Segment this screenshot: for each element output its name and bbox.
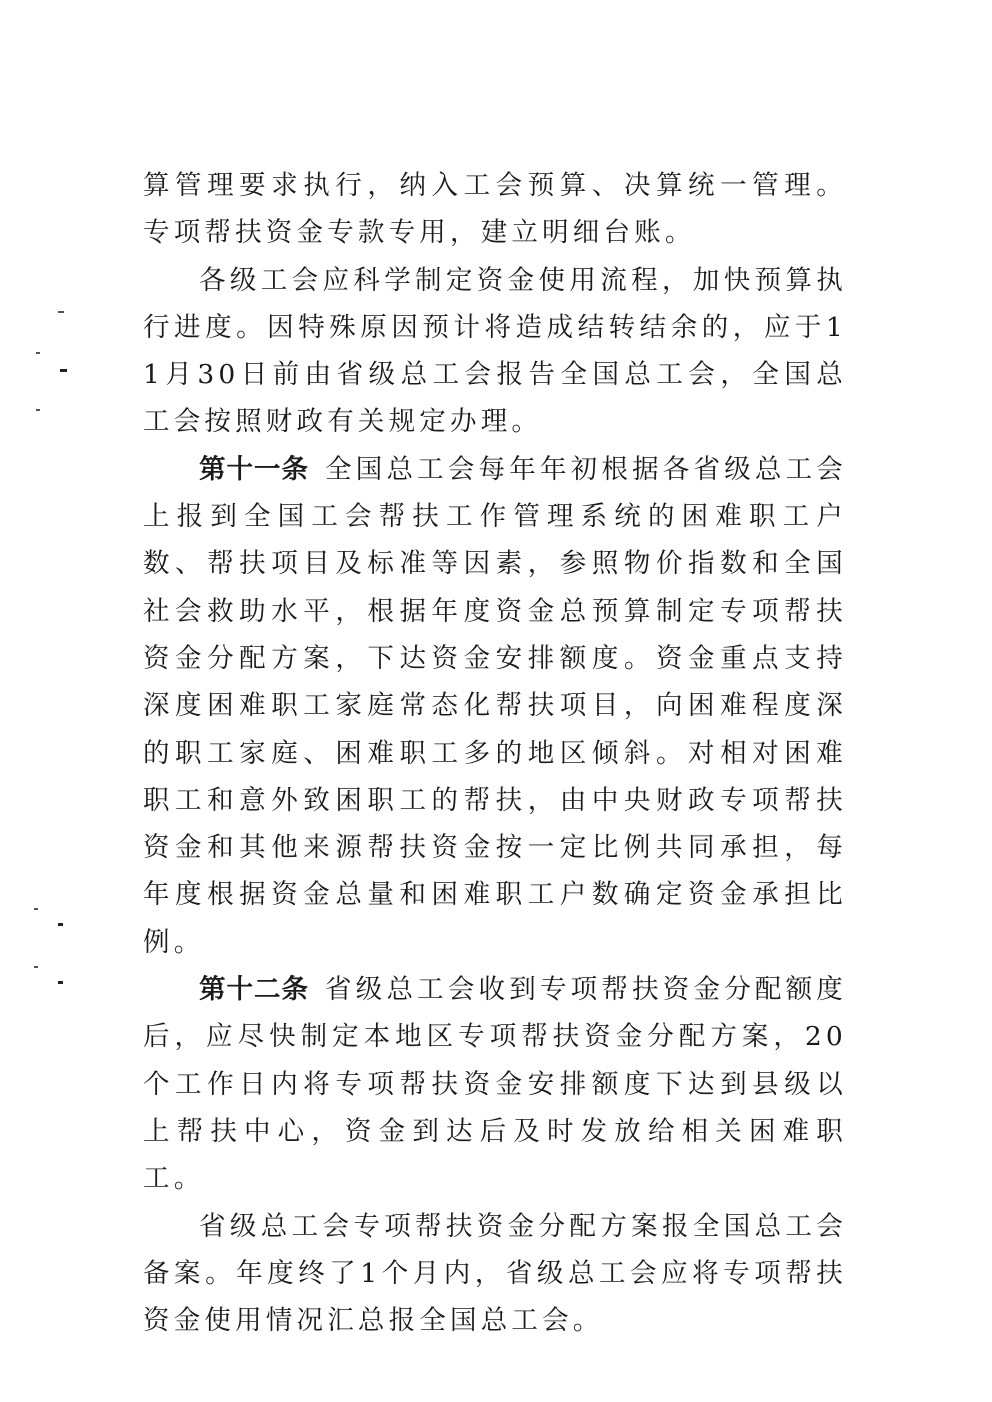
scan-mark [58, 311, 64, 313]
scan-mark [34, 908, 38, 910]
scan-mark [60, 369, 67, 372]
scan-mark [36, 352, 40, 354]
paragraph-text: 省级总工会专项帮扶资金分配方案报全国总工会备案。年度终了1个月内，省级总工会应将专项帮扶资金使用情况汇总报全国总工会。 [143, 1210, 847, 1337]
paragraph-continuation [143, 162, 847, 257]
paragraph-article-12 [143, 966, 847, 1202]
scan-mark [58, 981, 63, 984]
paragraph-text: 全国总工会每年年初根据各省级总工会上报到全国工会帮扶工作管理系统的困难职工户数、帮扶项目及标准等因素，参照物价指数和全国社会救助水平，根据年度资金总预算制定专项帮扶资金分配方案，下达资金安排额度。资金重点支持深度困难职工家庭常态化帮扶项目，向困难程度深的职工家庭、困难职工多的地区倾斜。对相对困难职工和意外致困职工的帮扶，由中央财政专项帮扶资金和其他来源帮扶资金按一定比例共同承担，每年度根据资金总量和困难职工户数确定资金承担比例。 [143, 453, 848, 958]
paragraph-text: 各级工会应科学制定资金使用流程，加快预算执行进度。因特殊原因预计将造成结转结余的，应于11月30日前由省级总工会报告全国总工会，全国总工会按照财政有关规定办理。 [143, 264, 847, 438]
document-body [143, 162, 847, 1344]
paragraph-filing [143, 1203, 847, 1345]
paragraph-text: 省级总工会收到专项帮扶资金分配额度后，应尽快制定本地区专项帮扶资金分配方案，20个工作日内将专项帮扶资金安排额度下达到县级以上帮扶中心，资金到达后及时发放给相关困难职工。 [143, 974, 848, 1195]
article-heading: 第十二条 [199, 974, 310, 1006]
article-heading: 第十一条 [199, 453, 310, 485]
scan-mark [36, 409, 40, 411]
scan-mark [58, 923, 63, 926]
scan-mark [34, 966, 38, 968]
paragraph-fund-process [143, 257, 847, 446]
paragraph-text: 算管理要求执行，纳入工会预算、决算统一管理。专项帮扶资金专款专用，建立明细台账。 [143, 170, 847, 249]
paragraph-article-11 [143, 446, 847, 966]
